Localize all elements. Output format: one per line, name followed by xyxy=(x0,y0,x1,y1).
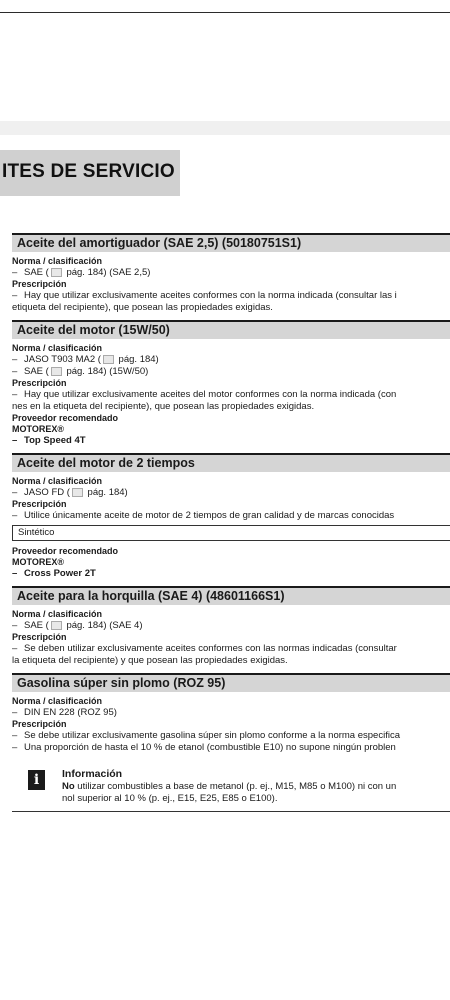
norma-text: SAE ( xyxy=(24,620,49,631)
page-ref-icon xyxy=(103,355,114,364)
norma-text: JASO T903 MA2 ( xyxy=(24,354,101,365)
dash-marker: – xyxy=(12,510,18,521)
norma-label: Norma / clasificación xyxy=(12,343,103,353)
prescripcion-item xyxy=(12,389,450,401)
dash-marker: – xyxy=(12,290,18,301)
info-line-1 xyxy=(62,781,450,793)
section-spacer xyxy=(12,754,450,760)
section-title: Aceite para la horquilla (SAE 4) (48601166S1) xyxy=(12,586,450,605)
prescripcion-text: Hay que utilizar exclusivamente aceites conformes con la norma indicada (consultar las i xyxy=(24,290,397,301)
norma-item xyxy=(12,707,450,719)
prescripcion-text: Hay que utilizar exclusivamente aceites del motor conformes con la norma indicada (con xyxy=(24,389,397,400)
product-name: Top Speed 4T xyxy=(24,435,86,446)
lubricant-list xyxy=(12,233,450,812)
product-name: Cross Power 2T xyxy=(24,568,96,579)
prescripcion-label: Prescripción xyxy=(12,279,67,289)
page-ref-icon xyxy=(51,621,62,630)
top-rule xyxy=(0,12,450,13)
norma-text: SAE ( xyxy=(24,366,49,377)
norma-text: SAE ( xyxy=(24,267,49,278)
section-3 xyxy=(12,453,450,586)
info-bold-word: No xyxy=(62,781,75,792)
norma-item xyxy=(12,487,450,499)
prescripcion-continuation: la etiqueta del recipiente) y que posean las propiedades exigidas. xyxy=(12,655,288,666)
norma-item xyxy=(12,267,450,279)
norma-label: Norma / clasificación xyxy=(12,256,103,266)
prescripcion-text: Una proporción de hasta el 10 % de etanol (combustible E10) no supone ningún problen xyxy=(24,742,396,753)
prescripcion-text: Se debe utilizar exclusivamente gasolina súper sin plomo conforme a la norma especifica xyxy=(24,730,400,741)
info-title: Información xyxy=(62,768,123,780)
norma-page-text: pág. 184) xyxy=(115,354,159,365)
dash-marker: – xyxy=(12,742,18,753)
dash-marker: – xyxy=(12,354,18,365)
norma-page-text: pág. 184) xyxy=(84,487,128,498)
prescripcion-continuation: nes en la etiqueta del recipiente), que posean las propiedades exigidas. xyxy=(12,401,315,412)
section-5 xyxy=(12,673,450,760)
prescripcion-item xyxy=(12,290,450,302)
section-2 xyxy=(12,320,450,453)
info-box xyxy=(12,768,450,812)
prescripcion-text: Utilice únicamente aceite de motor de 2 tiempos de gran calidad y de marcas conocidas xyxy=(24,510,395,521)
norma-item xyxy=(12,366,450,378)
prescripcion-text: Se deben utilizar exclusivamente aceites conformes con las normas indicadas (consultar xyxy=(24,643,397,654)
dash-marker: – xyxy=(12,487,18,498)
page-ref-icon xyxy=(72,488,83,497)
grey-band xyxy=(0,121,450,135)
brand-name: MOTOREX® xyxy=(12,557,64,567)
chapter-banner xyxy=(0,150,180,196)
norma-item xyxy=(12,620,450,632)
norma-label: Norma / clasificación xyxy=(12,696,103,706)
product-item xyxy=(12,435,450,447)
prescripcion-label: Prescripción xyxy=(12,632,67,642)
dash-marker: – xyxy=(12,643,18,654)
dash-marker: – xyxy=(12,620,18,631)
prescripcion-label: Prescripción xyxy=(12,719,67,729)
prescripcion-label: Prescripción xyxy=(12,499,67,509)
section-title: Gasolina súper sin plomo (ROZ 95) xyxy=(12,673,450,692)
section-1 xyxy=(12,233,450,320)
prescripcion-item xyxy=(12,643,450,655)
proveedor-label: Proveedor recomendado xyxy=(12,546,119,556)
info-icon: i xyxy=(28,770,45,790)
brand-name: MOTOREX® xyxy=(12,424,64,434)
section-title: Aceite del amortiguador (SAE 2,5) (50180751S1) xyxy=(12,233,450,252)
page-ref-icon xyxy=(51,268,62,277)
prescripcion-item xyxy=(12,742,450,754)
norma-text: JASO FD ( xyxy=(24,487,70,498)
prescripcion-item xyxy=(12,510,450,522)
prescripcion-item xyxy=(12,730,450,742)
info-line-2: nol superior al 10 % (p. ej., E15, E25, E85 o E100). xyxy=(62,793,278,804)
page-ref-icon xyxy=(51,367,62,376)
chapter-title: ITES DE SERVICIO xyxy=(2,161,175,182)
dash-marker: – xyxy=(12,707,18,718)
norma-label: Norma / clasificación xyxy=(12,476,103,486)
section-title: Aceite del motor de 2 tiempos xyxy=(12,453,450,472)
dash-marker: – xyxy=(12,389,18,400)
norma-item xyxy=(12,354,450,366)
section-4 xyxy=(12,586,450,673)
product-item xyxy=(12,568,450,580)
dash-marker: – xyxy=(12,267,18,278)
norma-page-text: pág. 184) (15W/50) xyxy=(63,366,149,377)
dash-marker: – xyxy=(12,730,18,741)
info-line-1-text: utilizar combustibles a base de metanol (p. ej., M15, M85 o M100) ni con un xyxy=(74,781,397,792)
norma-label: Norma / clasificación xyxy=(12,609,103,619)
norma-page-text: pág. 184) (SAE 4) xyxy=(63,620,143,631)
norma-text: DIN EN 228 (ROZ 95) xyxy=(24,707,117,718)
proveedor-label: Proveedor recomendado xyxy=(12,413,119,423)
prescripcion-label: Prescripción xyxy=(12,378,67,388)
prescripcion-continuation: etiqueta del recipiente), que posean las propiedades exigidas. xyxy=(12,302,273,313)
section-title: Aceite del motor (15W/50) xyxy=(12,320,450,339)
dash-marker: – xyxy=(12,435,18,446)
oil-type-box: Sintético xyxy=(12,525,450,541)
norma-page-text: pág. 184) (SAE 2,5) xyxy=(63,267,151,278)
dash-marker: – xyxy=(12,568,18,579)
dash-marker: – xyxy=(12,366,18,377)
